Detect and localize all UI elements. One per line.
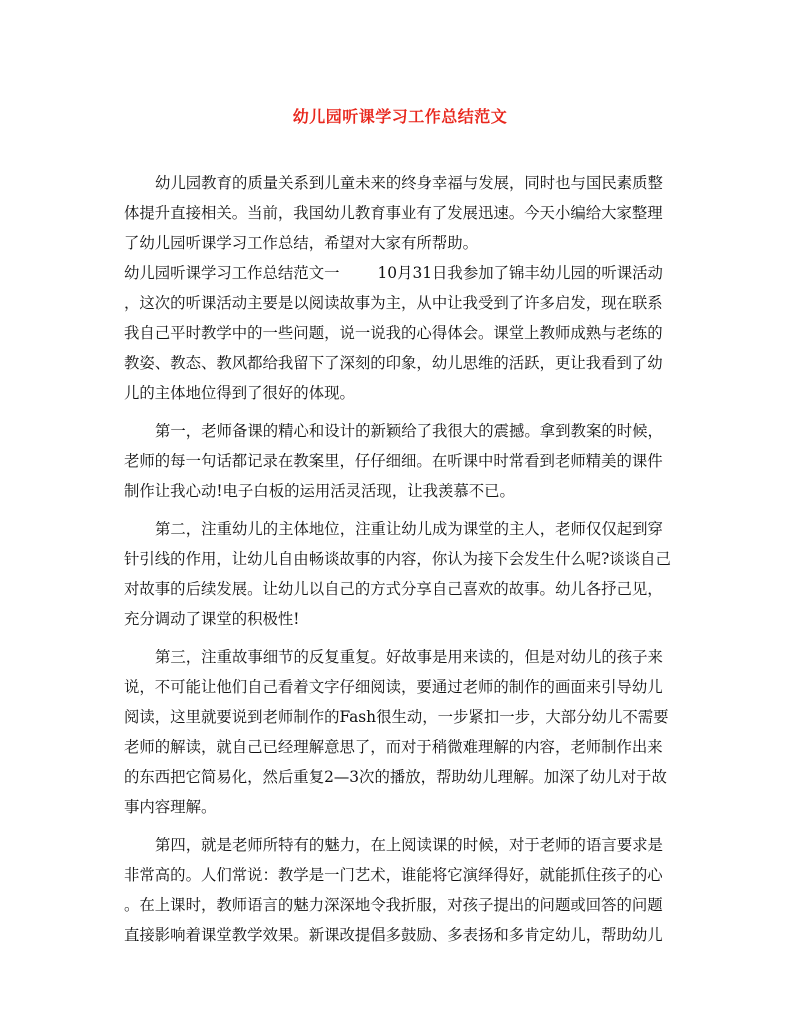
paragraph-line: 针引线的作用，让幼儿自由畅谈故事的内容，你认为接下会发生什么呢?谈谈自己	[124, 550, 671, 568]
paragraph-line: 第三，注重故事细节的反复重复。好故事是用来读的，但是对幼儿的孩子来	[155, 648, 663, 666]
paragraph-line: 说，不可能让他们自己看着文字仔细阅读，要通过老师的制作的画面来引导幼儿	[124, 678, 663, 696]
paragraph-spacer	[124, 408, 680, 416]
document-body	[124, 168, 680, 950]
paragraph-point-one	[124, 416, 680, 506]
paragraph-line: 老师的每一句话都记录在教案里，仔仔细细。在听课中时常看到老师精美的课件	[124, 452, 663, 470]
paragraph-line: 体提升直接相关。当前，我国幼儿教育事业有了发展迅速。今天小编给大家整理	[124, 204, 663, 222]
paragraph-point-three	[124, 642, 680, 822]
paragraph-line: 阅读，这里就要说到老师制作的Fash很生动，一步紧扣一步，大部分幼儿不需要	[124, 708, 669, 726]
section-heading: 幼儿园听课学习工作总结范文一	[124, 264, 340, 282]
paragraph-spacer	[124, 634, 680, 642]
paragraph-line: 儿的主体地位得到了很好的体现。	[124, 384, 355, 402]
paragraph-line: 充分调动了课堂的积极性!	[124, 610, 300, 628]
paragraph-point-four	[124, 830, 680, 950]
paragraph-line: 直接影响着课堂教学效果。新课改提倡多鼓励、多表扬和多肯定幼儿，帮助幼儿	[124, 926, 663, 944]
paragraph-line: 的东西把它简易化，然后重复2—3次的播放，帮助幼儿理解。加深了幼儿对于故	[124, 768, 667, 786]
paragraph-line: 了幼儿园听课学习工作总结，希望对大家有所帮助。	[124, 234, 478, 252]
paragraph-spacer	[124, 506, 680, 514]
paragraph-line-rest: 10月31日我参加了锦丰幼儿园的听课活动	[377, 264, 663, 282]
document-title: 幼儿园听课学习工作总结范文	[292, 107, 508, 126]
paragraph-spacer	[124, 822, 680, 830]
paragraph-line: 第一，老师备课的精心和设计的新颖给了我很大的震撼。拿到教案的时候，	[155, 422, 663, 440]
paragraph-sample-one	[124, 258, 680, 408]
section-heading-line	[124, 258, 680, 288]
paragraph-line: 我自己平时教学中的一些问题，说一说我的心得体会。课堂上教师成熟与老练的	[124, 324, 663, 342]
paragraph-line: ，这次的听课活动主要是以阅读故事为主，从中让我受到了许多启发，现在联系	[124, 294, 663, 312]
paragraph-point-two	[124, 514, 680, 634]
paragraph-line: 老师的解读，就自己已经理解意思了，而对于稍微难理解的内容，老师制作出来	[124, 738, 663, 756]
paragraph-line: 事内容理解。	[124, 798, 217, 816]
paragraph-line: 制作让我心动!电子白板的运用活灵活现，让我羡慕不已。	[124, 482, 515, 500]
paragraph-line: 对故事的后续发展。让幼儿以自己的方式分享自己喜欢的故事。幼儿各抒己见，	[124, 580, 663, 598]
paragraph-line: 非常高的。人们常说：教学是一门艺术，谁能将它演绎得好，就能抓住孩子的心	[124, 866, 663, 884]
paragraph-line: 幼儿园教育的质量关系到儿童未来的终身幸福与发展，同时也与国民素质整	[155, 174, 663, 192]
paragraph-line: 教姿、教态、教风都给我留下了深刻的印象，幼儿思维的活跃，更让我看到了幼	[124, 354, 663, 372]
paragraph-line: 。在上课时，教师语言的魅力深深地令我折服，对孩子提出的问题或回答的问题	[124, 896, 663, 914]
paragraph-line: 第四，就是老师所特有的魅力，在上阅读课的时候，对于老师的语言要求是	[155, 836, 663, 854]
paragraph-intro	[124, 168, 680, 258]
paragraph-line: 第二，注重幼儿的主体地位，注重让幼儿成为课堂的主人，老师仅仅起到穿	[155, 520, 663, 538]
